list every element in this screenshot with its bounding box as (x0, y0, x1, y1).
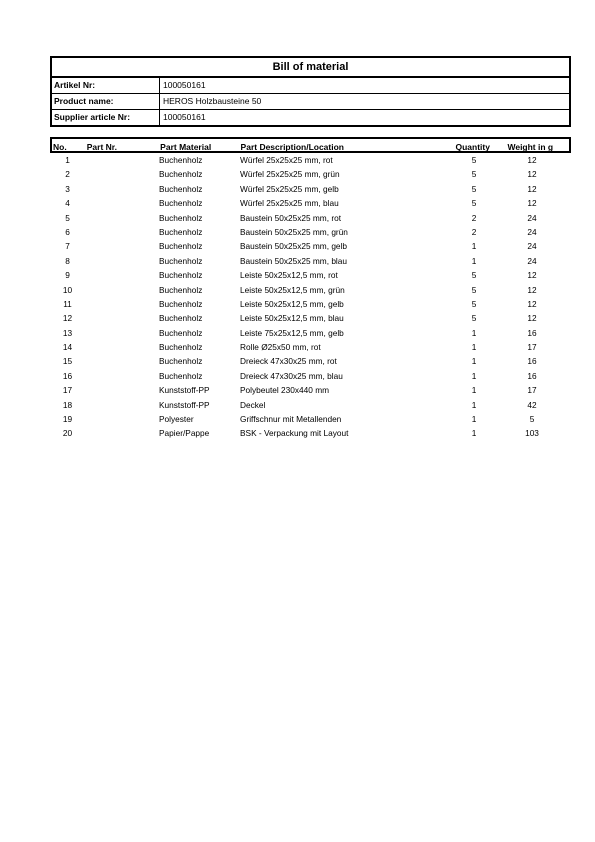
artikel-nr-value: 100050161 (163, 80, 206, 90)
cell-material: Buchenholz (159, 342, 203, 353)
bom-header-box (50, 56, 571, 127)
cell-no: 8 (65, 255, 70, 266)
table-row (50, 239, 571, 253)
cell-weight: 12 (527, 298, 537, 309)
cell-description: Baustein 50x25x25 mm, blau (240, 255, 348, 266)
cell-part-nr (85, 326, 159, 340)
cell-material: Papier/Pappe (159, 428, 210, 439)
cell-part-nr (85, 196, 159, 210)
cell-material: Buchenholz (159, 241, 203, 252)
table-row (50, 254, 571, 268)
cell-quantity: 1 (471, 255, 477, 266)
cell-quantity: 1 (471, 342, 477, 353)
cell-weight: 17 (527, 385, 537, 396)
table-row (50, 196, 571, 210)
table-row (50, 340, 571, 354)
cell-quantity: 5 (471, 298, 477, 309)
cell-description: Würfel 25x25x25 mm, gelb (240, 183, 339, 194)
cell-weight: 12 (527, 155, 537, 165)
cell-weight: 16 (527, 370, 537, 381)
cell-material: Buchenholz (159, 270, 203, 281)
cell-quantity: 1 (471, 327, 477, 338)
cell-quantity: 5 (471, 198, 477, 209)
cell-quantity: 5 (471, 313, 477, 324)
table-row (50, 153, 571, 167)
table-row (50, 426, 571, 440)
table-row (50, 182, 571, 196)
cell-material: Buchenholz (159, 183, 203, 194)
table-row (50, 369, 571, 383)
cell-part-nr (85, 153, 159, 167)
cell-weight: 24 (527, 255, 537, 266)
cell-quantity: 1 (471, 356, 477, 367)
table-row (50, 354, 571, 368)
cell-description: Deckel (240, 399, 266, 410)
col-header-part-nr: Part Nr. (86, 142, 117, 152)
cell-weight: 5 (529, 414, 535, 425)
cell-material: Buchenholz (159, 284, 203, 295)
cell-quantity: 1 (471, 370, 477, 381)
cell-material: Buchenholz (159, 356, 203, 367)
cell-weight: 24 (527, 226, 537, 237)
artikel-nr-label: Artikel Nr: (52, 78, 160, 93)
cell-description: Dreieck 47x30x25 mm, blau (240, 370, 343, 381)
cell-weight: 12 (527, 313, 537, 324)
col-header-description: Part Description/Location (240, 142, 344, 152)
cell-no: 9 (65, 270, 70, 281)
col-header-no: No. (53, 142, 67, 152)
cell-material: Buchenholz (159, 155, 203, 165)
cell-quantity: 5 (471, 169, 477, 180)
cell-quantity: 1 (471, 241, 477, 252)
cell-weight: 12 (527, 270, 537, 281)
cell-part-nr (85, 225, 159, 239)
cell-part-nr (85, 297, 159, 311)
table-row (50, 167, 571, 181)
cell-description: Würfel 25x25x25 mm, blau (240, 198, 339, 209)
cell-description: Leiste 50x25x12,5 mm, gelb (240, 298, 344, 309)
cell-quantity: 5 (471, 270, 477, 281)
supplier-article-nr-label: Supplier article Nr: (52, 110, 160, 125)
cell-quantity: 5 (471, 284, 477, 295)
cell-weight: 12 (527, 183, 537, 194)
supplier-article-nr-value: 100050161 (163, 112, 206, 122)
cell-material: Buchenholz (159, 313, 203, 324)
cell-weight: 24 (527, 241, 537, 252)
cell-part-nr (85, 211, 159, 225)
cell-description: Baustein 50x25x25 mm, gelb (240, 241, 348, 252)
cell-description: Leiste 50x25x12,5 mm, grün (240, 284, 345, 295)
table-row (50, 268, 571, 282)
cell-description: Leiste 75x25x12,5 mm, gelb (240, 327, 344, 338)
cell-quantity: 5 (471, 183, 477, 194)
table-row (50, 398, 571, 412)
table-row (50, 297, 571, 311)
cell-no: 20 (62, 428, 73, 439)
cell-part-nr (85, 254, 159, 268)
cell-description: Würfel 25x25x25 mm, grün (240, 169, 340, 180)
cell-part-nr (85, 383, 159, 397)
cell-material: Buchenholz (159, 327, 203, 338)
cell-no: 14 (62, 342, 73, 353)
bom-table-body (50, 153, 571, 441)
cell-no: 4 (65, 198, 70, 209)
cell-quantity: 1 (471, 399, 477, 410)
cell-material: Buchenholz (159, 298, 203, 309)
cell-weight: 12 (527, 169, 537, 180)
header-row-product-name (52, 94, 569, 110)
cell-no: 7 (65, 241, 70, 252)
cell-description: Polybeutel 230x440 mm (240, 385, 330, 396)
cell-material: Buchenholz (159, 169, 203, 180)
cell-description: Rolle Ø25x50 mm, rot (240, 342, 321, 353)
cell-no: 1 (65, 155, 70, 165)
cell-no: 18 (62, 399, 73, 410)
cell-no: 11 (63, 298, 72, 309)
table-row (50, 283, 571, 297)
cell-part-nr (85, 268, 159, 282)
cell-no: 15 (62, 356, 73, 367)
cell-no: 3 (65, 183, 70, 194)
cell-part-nr (85, 340, 159, 354)
cell-material: Kunststoff-PP (159, 399, 210, 410)
table-row (50, 211, 571, 225)
cell-part-nr (85, 239, 159, 253)
cell-description: Griffschnur mit Metallenden (240, 414, 342, 425)
product-name-value: HEROS Holzbausteine 50 (163, 96, 262, 106)
cell-description: BSK - Verpackung mit Layout (240, 428, 349, 439)
cell-no: 19 (62, 414, 73, 425)
cell-weight: 103 (525, 428, 539, 439)
table-row (50, 383, 571, 397)
table-row (50, 311, 571, 325)
cell-material: Buchenholz (159, 198, 203, 209)
cell-material: Buchenholz (159, 212, 203, 223)
cell-part-nr (85, 311, 159, 325)
cell-description: Leiste 50x25x12,5 mm, blau (240, 313, 344, 324)
cell-description: Leiste 50x25x12,5 mm, rot (240, 270, 338, 281)
table-row (50, 225, 571, 239)
cell-quantity: 1 (471, 385, 477, 396)
cell-weight: 16 (527, 327, 537, 338)
cell-part-nr (85, 398, 159, 412)
table-row (50, 412, 571, 426)
product-name-label: Product name: (52, 94, 160, 109)
cell-weight: 42 (527, 399, 537, 410)
header-row-supplier-article-nr (52, 110, 569, 125)
bom-table-header (50, 137, 571, 153)
cell-weight: 24 (527, 212, 537, 223)
cell-description: Baustein 50x25x25 mm, rot (240, 212, 341, 223)
table-row (50, 326, 571, 340)
cell-no: 17 (62, 385, 73, 396)
bom-table (50, 137, 571, 441)
cell-part-nr (85, 369, 159, 383)
cell-no: 2 (65, 169, 70, 180)
cell-no: 13 (62, 327, 73, 338)
cell-part-nr (85, 182, 159, 196)
col-header-weight: Weight in g (507, 142, 554, 152)
cell-quantity: 5 (471, 155, 477, 165)
cell-description: Würfel 25x25x25 mm, rot (240, 155, 333, 165)
cell-quantity: 2 (471, 226, 477, 237)
cell-material: Polyester (159, 414, 194, 425)
cell-weight: 16 (527, 356, 537, 367)
header-row-artikel-nr (52, 78, 569, 94)
cell-part-nr (85, 426, 159, 440)
cell-quantity: 1 (471, 428, 477, 439)
cell-weight: 12 (527, 198, 537, 209)
cell-material: Buchenholz (159, 370, 203, 381)
cell-part-nr (85, 412, 159, 426)
document-title: Bill of material (52, 58, 569, 78)
cell-material: Buchenholz (159, 255, 203, 266)
cell-part-nr (85, 283, 159, 297)
cell-part-nr (85, 167, 159, 181)
cell-description: Dreieck 47x30x25 mm, rot (240, 356, 337, 367)
cell-quantity: 2 (471, 212, 477, 223)
cell-weight: 17 (527, 342, 537, 353)
cell-weight: 12 (527, 284, 537, 295)
cell-material: Buchenholz (159, 226, 203, 237)
cell-no: 16 (62, 370, 73, 381)
cell-part-nr (85, 354, 159, 368)
col-header-material: Part Material (160, 142, 212, 152)
cell-description: Baustein 50x25x25 mm, grün (240, 226, 348, 237)
cell-material: Kunststoff-PP (159, 385, 210, 396)
cell-no: 12 (62, 313, 73, 324)
cell-no: 10 (62, 284, 73, 295)
cell-no: 6 (65, 226, 70, 237)
cell-no: 5 (65, 212, 70, 223)
col-header-quantity: Quantity (455, 142, 490, 152)
cell-quantity: 1 (471, 414, 477, 425)
